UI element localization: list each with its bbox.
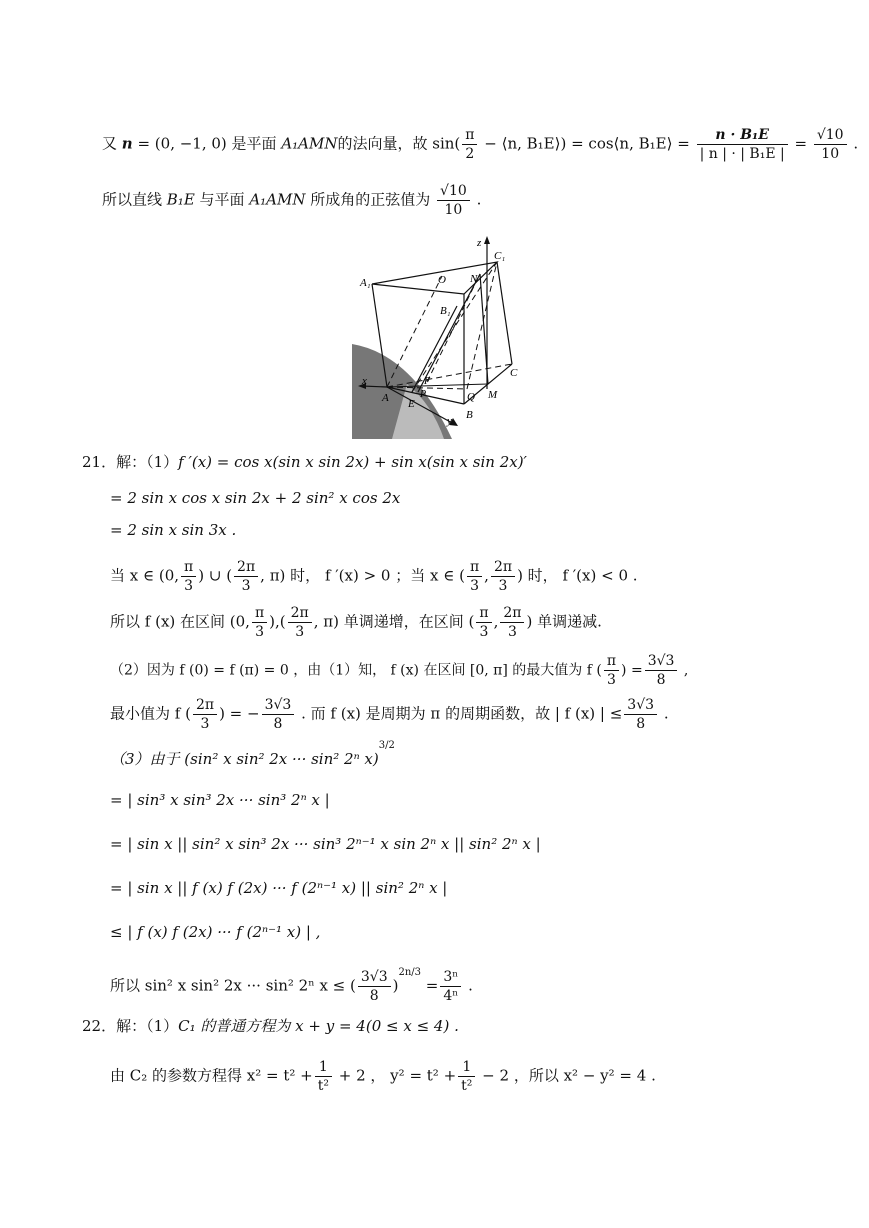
den: t² <box>461 1078 473 1094</box>
p21-line4 <box>110 558 638 595</box>
frac <box>288 604 312 641</box>
text: − ⟨n, B₁E⟩) = cos⟨n, B₁E⟩ = <box>479 134 695 153</box>
exponent: 2n/3 <box>398 966 422 978</box>
p21-line2: = 2 sin x cos x sin 2x + 2 sin² x cos 2x <box>110 489 401 507</box>
frac <box>315 1058 332 1095</box>
p21-line11: = | sin x || f (x) f (2x) ··· f (2ⁿ⁻¹ x) || sin² 2ⁿ x | <box>110 879 448 897</box>
text: 的法向量，故 sin( <box>337 134 461 153</box>
text: , π) 单调递增，在区间 ( <box>313 612 475 631</box>
text: ) <box>392 976 399 995</box>
p21-line13 <box>110 968 473 1005</box>
text: , <box>493 612 499 631</box>
problem-number: 22．解：（1） <box>82 1017 179 1035</box>
p21-line6 <box>110 652 688 689</box>
frac <box>645 652 678 689</box>
label-y: y <box>447 415 452 427</box>
frac-sqrt10 <box>814 126 847 163</box>
label-C: C <box>510 367 518 379</box>
frac <box>458 1058 475 1095</box>
text: + 2 ， y² = t² + <box>334 1066 457 1085</box>
text: 所成角的正弦值为 <box>305 190 436 209</box>
num: π <box>476 604 491 623</box>
plane-name: A₁AMN <box>281 134 338 153</box>
plane-name: A₁AMN <box>249 190 306 209</box>
label-O: O <box>438 274 446 286</box>
text: ) = <box>621 662 643 679</box>
p22-line2 <box>110 1058 656 1095</box>
num: 2π <box>288 604 312 623</box>
text: . <box>463 976 473 995</box>
frac <box>193 696 217 733</box>
frac <box>234 558 258 595</box>
text: 所以直线 <box>102 190 167 209</box>
formula: C₁ 的普通方程为 x + y = 4(0 ≤ x ≤ 4) . <box>178 1017 459 1035</box>
den: 3 <box>606 672 616 688</box>
edge-CC1 <box>497 262 512 364</box>
label-N: N <box>470 273 478 285</box>
den: 3 <box>184 578 194 594</box>
text: （2）因为 f (0) = f (π) = 0 ，由（1）知， f (x) 在区间 [0, π] 的最大值为 f ( <box>110 662 602 679</box>
num: 3√3 <box>645 652 678 671</box>
text: 所以 f (x) 在区间 (0, <box>110 612 250 631</box>
num: π <box>181 558 196 577</box>
text: 当 x ∈ (0, <box>110 566 180 585</box>
text: ) 时， f ′(x) < 0 . <box>517 566 638 585</box>
num: 2π <box>491 558 515 577</box>
text: − 2 ，所以 x² − y² = 4 . <box>477 1066 656 1085</box>
text: 又 <box>102 134 118 153</box>
prism-figure <box>352 234 542 439</box>
den: 2 <box>465 146 475 162</box>
p21-line10: = | sin x || sin² x sin³ 2x ··· sin³ 2ⁿ⁻¹ x sin 2ⁿ x || sin² 2ⁿ x | <box>110 835 541 853</box>
p20-line2 <box>102 182 481 219</box>
num: √10 <box>437 182 470 201</box>
frac <box>500 604 524 641</box>
den: 10 <box>821 146 840 162</box>
z-arrow <box>484 236 490 244</box>
frac <box>491 558 515 595</box>
num: 1 <box>315 1058 332 1077</box>
seg-EB1 <box>412 306 457 392</box>
text: 与平面 <box>194 190 250 209</box>
den: 3 <box>200 716 210 732</box>
label-Q: Q <box>467 391 475 403</box>
text: ),( <box>269 612 286 631</box>
num: 1 <box>458 1058 475 1077</box>
exponent: 3/2 <box>378 740 395 751</box>
den: t² <box>317 1078 329 1094</box>
frac <box>358 968 391 1005</box>
frac <box>476 604 491 641</box>
p21-line1 <box>82 452 527 472</box>
text: . <box>471 190 482 209</box>
label-x: x <box>362 375 367 387</box>
label-z: z <box>477 237 482 249</box>
num: √10 <box>814 126 847 145</box>
text: 由 C₂ 的参数方程得 x² = t² + <box>110 1066 313 1085</box>
text: 所以 sin² x sin² 2x ··· sin² 2ⁿ x ≤ ( <box>110 976 356 995</box>
formula: f ′(x) = cos x(sin x sin 2x) + sin x(sin x sin 2x)′ <box>178 453 527 471</box>
p21-line7 <box>110 696 669 733</box>
num: 2π <box>193 696 217 715</box>
p21-line12: ≤ | f (x) f (2x) ··· f (2ⁿ⁻¹ x) | , <box>110 923 321 941</box>
text: 最小值为 f ( <box>110 704 191 723</box>
text: = <box>789 134 812 153</box>
num: 3√3 <box>624 696 657 715</box>
frac <box>262 696 295 733</box>
formula: （3）由于 (sin² x sin² 2x ··· sin² 2ⁿ x) <box>110 750 379 768</box>
num: n · B₁E <box>697 126 788 145</box>
den: 3 <box>470 578 480 594</box>
num: π <box>604 652 619 671</box>
label-P: P <box>420 389 427 400</box>
text: ) = − <box>219 704 260 723</box>
den: 3 <box>241 578 251 594</box>
den: 8 <box>656 672 666 688</box>
p22-line1 <box>82 1016 459 1036</box>
frac <box>467 558 482 595</box>
label-B: B <box>466 409 473 421</box>
den: 3 <box>507 624 517 640</box>
label-C1: C₁ <box>494 250 506 262</box>
num: 2π <box>234 558 258 577</box>
text: , <box>484 566 489 585</box>
den: 3 <box>295 624 305 640</box>
label-M: M <box>488 389 498 401</box>
line-name: B₁E <box>166 190 195 209</box>
text: = <box>421 976 439 995</box>
frac <box>252 604 267 641</box>
label-E: E <box>408 398 415 410</box>
text: ) 单调递减. <box>526 612 602 631</box>
num: 3√3 <box>358 968 391 987</box>
text: ) ∪ ( <box>198 566 233 585</box>
den: 8 <box>636 716 646 732</box>
den: 3 <box>479 624 489 640</box>
num: π <box>462 126 477 145</box>
den: 8 <box>273 716 283 732</box>
label-A1: A₁ <box>360 277 371 289</box>
frac-sqrt10 <box>437 182 470 219</box>
p21-line9: = | sin³ x sin³ 2x ··· sin³ 2ⁿ x | <box>110 791 330 809</box>
frac <box>440 968 461 1005</box>
num: π <box>467 558 482 577</box>
den: 4ⁿ <box>443 988 459 1004</box>
label-F: F <box>424 376 431 387</box>
frac <box>624 696 657 733</box>
frac-pi-2 <box>462 126 477 163</box>
text: . <box>659 704 669 723</box>
num: 2π <box>500 604 524 623</box>
num: 3√3 <box>262 696 295 715</box>
text: . 而 f (x) 是周期为 π 的周期函数，故 | f (x) | ≤ <box>296 704 623 723</box>
p20-line1 <box>102 126 858 163</box>
frac <box>604 652 619 689</box>
label-B1: B₁ <box>440 305 451 317</box>
p21-line5 <box>110 604 602 641</box>
frac <box>181 558 196 595</box>
den: 3 <box>255 624 265 640</box>
p21-line8 <box>110 740 395 769</box>
text: , <box>679 662 689 679</box>
label-A: A <box>382 392 389 404</box>
den: 10 <box>444 202 463 218</box>
den: | n | · | B₁E | <box>699 146 785 162</box>
num: π <box>252 604 267 623</box>
den: 8 <box>369 988 379 1004</box>
text: = (0, −1, 0) 是平面 <box>132 134 282 153</box>
p21-line3: = 2 sin x sin 3x . <box>110 521 237 539</box>
text: . <box>848 134 859 153</box>
den: 3 <box>498 578 508 594</box>
frac-dot <box>697 126 788 163</box>
problem-number: 21．解：（1） <box>82 453 179 471</box>
vector-n: n <box>121 134 133 153</box>
num: 3ⁿ <box>440 968 461 987</box>
text: , π) 时， f ′(x) > 0 ；当 x ∈ ( <box>260 566 465 585</box>
